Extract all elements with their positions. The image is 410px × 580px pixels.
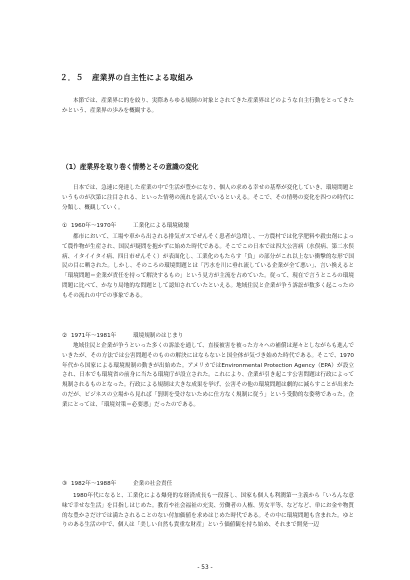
item-2-marker: ② (62, 333, 68, 339)
item-1-marker: ① (62, 223, 68, 229)
section-title: 産業界の自主性による取組み (92, 73, 194, 82)
subsection-heading: （1）産業界を取り巻く情勢とその意識の変化 (62, 163, 199, 171)
period-item-3 (62, 480, 354, 490)
paragraph-period-3: 1980年代になると、工業化による爆発的な経済成長も一段落し、国家も個人も利潤第一主義から「いろんな意味で幸せな生活」を目指しはじめた。教育や社会福祉の充実、労働者の人権、男女平等、などなど、単にお金や物質的な豊かさだけでは満たされることのない付加価値を求めはじめた時代である。その中に環境問題も含まれた。ゆとりのある生活の中で、個人は「美しい自然も貴重な財産」という価値観を持ち始め、それまで開発一辺 (62, 493, 354, 529)
paragraph-period-2: 地域住民と企業が争うといった多くの訴訟を通して、直接被害を被った方々への補償は遅々としながらも進んでいきたが、その方法では公害問題そのものの解決にはならないと国全体が気づき始めた時代である。そこで、1970年代から国家による環境規制の動きが出始めた。アメリカではEnvironmental Protection Agency（EPA）が設立され、日本でも環境省の前身に当たる環境庁が設立された。これにより、企業が引き起こす公害問題は行政によって規制されるものとなった。行政による規制は大きな成果を挙げ、公害その他の環境問題は劇的に減らすことが出来たのだが、ビジネスの立場から見れば「罰則を受けないために仕方なく規制に従う」という受動的な姿勢であった。企業にとっては、「環境対策＝必要悪」だったのである。 (62, 343, 354, 408)
section-number: ２．５ (60, 73, 84, 82)
page-number: - 53 - (197, 565, 213, 571)
intro-paragraph: 本節では、産業界に的を絞り、実際あらゆる規制の対象とされてきた産業界はどのような自主行動をとってきたかという、産業界の歩みを概観する。 (62, 98, 354, 114)
item-2-period: 1971年～1981年 (71, 333, 117, 339)
paragraph-period-1: 都市において、工場や車から出される排気ガスでぜんそく患者が急増し、一方農村では化学肥料や殺虫剤によって農作物が生産され、国民が疑問を抱かずに始めた時代である。そこでこの日本では四大公害病（水俣病、第二水俣病、イタイイタイ病、四日市ぜんそく）が表面化し、工業化のもたらす「負」の部分がこれ以上ない衝撃的な形で国民の目に晒された。しかし、そのころの環境問題とは「汚水を川に垂れ流している企業が全て悪い」、言い換えると「環境問題＝企業が責任を持って解決するもの」という見方が主流を占めていた。従って、現在で言うところの環境問題に比べて、かなり局地的な問題として認知されていたといえる。地域住民と企業が争う訴訟が数多く起こったのもその流れの中での事象である。 (62, 234, 354, 299)
item-3-marker: ③ (62, 481, 68, 487)
period-item-2 (62, 332, 354, 342)
item-3-period: 1982年～1988年 (71, 481, 117, 487)
section-heading (60, 72, 193, 83)
item-1-label: 工業化による環境破壊 (133, 223, 189, 229)
paragraph-overview: 日本では、急速に発達した産業の中で生活が豊かになり、個人の求める幸せの基準が変化していき、環境問題というものが次第に注目される、といった情勢の流れを読んでいるといえる。そこで、その情勢の変化を四つの時代に分類し、概観していく。 (62, 185, 354, 211)
item-3-label: 企業の社会責任 (133, 481, 173, 487)
item-2-label: 環境規制のはじまり (133, 333, 184, 339)
item-1-period: 1960年～1970年 (71, 223, 117, 229)
period-item-1 (62, 222, 354, 232)
